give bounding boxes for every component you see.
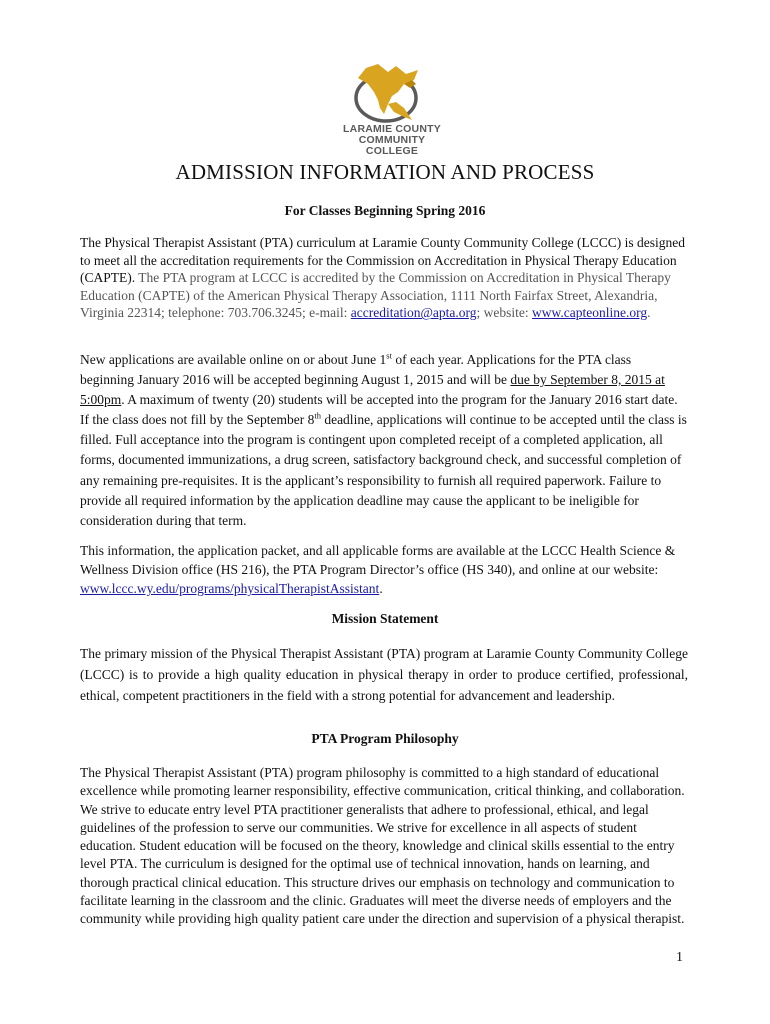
page-subtitle: For Classes Beginning Spring 2016 [284, 203, 486, 218]
forms-period: . [379, 581, 383, 597]
college-logo [336, 62, 448, 157]
period: . [647, 305, 651, 321]
forms-text: This information, the application packet, and all applicable forms are available at the LCCC Health Science & Wellness Division office (HS 216), the PTA Program Director’s office (HS 340), and online at our website: [80, 543, 676, 578]
philosophy-paragraph: The Physical Therapist Assistant (PTA) program philosophy is committed to a high standard of educational excellence while promoting learner responsibility, effective communication, critical thinking, and collaboration. We strive to educate entry level PTA practitioner generalists that adhere to professional, ethical, and legal guidelines of the profession to serve our communities. We strive for excellence in all aspects of student education. Student education will be focused on the theory, knowledge and clinical skills essential to the entry level PTA. The curriculum is designed for the optimal use of technical innovation, hands on learning, and thorough practical clinical education. This structure drives our emphasis on technology and communication to facilitate learning in the classroom and the clinic. Graduates will meet the diverse needs of employers and the community while providing high quality patient care under the direction and supervision of a physical therapist. [80, 765, 685, 927]
applications-text-d: deadline, applications will continue to be accepted until the class is filled. Full acceptance into the program is contingent upon completed receipt of a completed application, all forms, documented immunizations, a drug screen, satisfactory background check, and successful completion of any remaining pre-requisites. It is the applicant’s responsibility to furnish all required paperwork. Failure to provide all required information by the application deadline may cause the applicant to be ineligible for consideration during that term. [80, 412, 687, 528]
superscript-st: st [386, 350, 392, 361]
applications-text-b: of each year. Applications for the PTA class beginning January 2016 will be accepted beginning August 1, 2015 and will be [80, 352, 632, 388]
page-title: ADMISSION INFORMATION AND PROCESS [175, 160, 595, 184]
accreditation-detail-text: The PTA program at LCCC is accredited by the Commission on Accreditation in Physical Therapy Education (CAPTE) of the American Physical Therapy Association, 1111 North Fairfax Street, Alexandria, Virginia 22314; telephone: 703.706.3245; e-mail: [80, 270, 671, 321]
applications-text-a: New applications are available online on or about June 1 [80, 352, 387, 367]
forms-availability-paragraph [80, 541, 688, 599]
eagle-emblem-icon [344, 62, 440, 124]
logo-line-1: LARAMIE COUNTY [343, 123, 441, 135]
capte-website-link[interactable]: www.capteonline.org [532, 305, 648, 321]
superscript-th: th [314, 410, 321, 421]
accreditation-email-link[interactable]: accreditation@apta.org [350, 305, 477, 321]
page-number: 1 [676, 950, 683, 965]
website-label: ; website: [476, 305, 533, 321]
accreditation-paragraph [80, 234, 688, 322]
philosophy-heading: PTA Program Philosophy [311, 731, 459, 746]
deadline-text: due by September 8, 2015 at 5:00pm [80, 372, 665, 408]
accreditation-text: The Physical Therapist Assistant (PTA) curriculum at Laramie County Community College (LCCC) is designed to meet all the accreditation requirements for the Commission on Accreditation in Physical Therapy Education (CAPTE). [80, 235, 685, 286]
program-website-link[interactable]: www.lccc.wy.edu/programs/physicalTherapistAssistant [80, 581, 380, 597]
mission-heading: Mission Statement [331, 611, 439, 626]
mission-paragraph: The primary mission of the Physical Therapist Assistant (PTA) program at Laramie County Community College (LCCC) is to provide a high quality education in physical therapy in order to produce certified, professional, ethical, competent practitioners in the field with a strong potential for advancement and leadership. [80, 646, 688, 703]
applications-paragraph [80, 350, 688, 531]
applications-text-c: . A maximum of twenty (20) students will be accepted into the program for the January 2016 start date. If the class does not fill by the September 8 [80, 392, 678, 428]
logo-line-2: COMMUNITY COLLEGE [358, 134, 426, 157]
